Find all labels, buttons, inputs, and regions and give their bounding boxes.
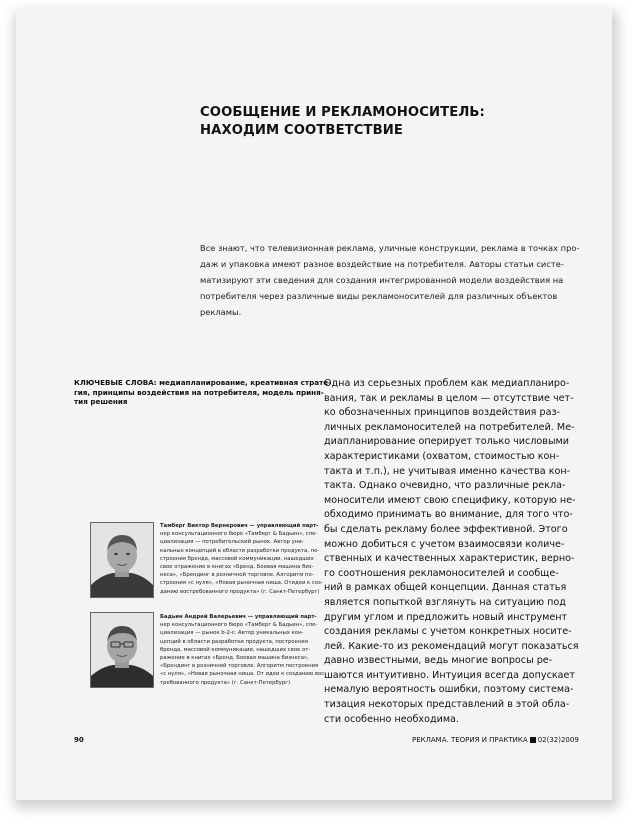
body-line: личных рекламоносителей на потребителей. Ме- — [324, 421, 575, 433]
body-line: лей. Какие-то из рекомендаций могут показаться — [324, 640, 579, 652]
page-number: 90 — [74, 736, 84, 744]
body-line: диапланирование оперирует только числовыми — [324, 436, 570, 448]
body-line: создания рекламы с учетом конкретных носите- — [324, 626, 572, 638]
bio-line: «Брендинг в розничной торговле. Алгоритм построения — [160, 663, 319, 670]
lead-line: даж и упаковка имеют разное воздействие на потребителя. Авторы статьи систе- — [200, 259, 564, 269]
issue-number: 02(32)2009 — [537, 736, 579, 744]
square-separator-icon — [530, 737, 536, 743]
title-line: СООБЩЕНИЕ И РЕКЛАМОНОСИТЕЛЬ: — [200, 105, 485, 120]
bio-line: «с нуля», «Новая рыночная ниша. От идеи к созданию вос- — [160, 671, 327, 678]
lead-line: потребителя через различные виды рекламоносителей для различных объектов — [200, 291, 558, 301]
bio-line: бренда, массовой коммуникации, нашедших свое от- — [160, 646, 311, 653]
bio-line: Бадьин Андрей Валерьевич — управляющий парт- — [160, 614, 317, 620]
running-head — [412, 736, 579, 744]
body-line: ственных и качественных характеристик, верно- — [324, 553, 575, 565]
body-line: сти особенно необходима. — [324, 713, 459, 725]
body-line: обходимо принимать во внимание, для того что- — [324, 509, 573, 521]
body-line: другим углом и предложить новый инструмент — [324, 611, 568, 623]
author-bio-tamberg — [160, 522, 323, 596]
body-line: шаются интуитивно. Интуиция всегда допускает — [324, 669, 576, 681]
bio-line: циализация — рынок b-2-c. Автор уникальных кон- — [160, 630, 304, 637]
title-line: НАХОДИМ СООТВЕТСТВИЕ — [200, 123, 404, 138]
keywords-line: КЛЮЧЕВЫЕ СЛОВА: медиапланирование, креативная страте- — [74, 378, 332, 387]
journal-name: РЕКЛАМА. ТЕОРИЯ И ПРАКТИКА — [412, 736, 528, 744]
body-line: ний в рамках общей концепции. Данная статья — [324, 582, 567, 594]
bio-line: нер консультационного бюро «Тамберг & Бадьин», спе- — [160, 622, 318, 629]
author-portrait-icon — [91, 613, 153, 687]
body-line: является попыткой взглянуть на ситуацию под — [324, 596, 566, 608]
bio-line: ражение в книгах «Бренд. Боевая машина бизнеса», — [160, 655, 309, 662]
body-line: Одна из серьезных проблем как медиаплaниро- — [324, 378, 570, 389]
body-line: го соотношения рекламоносителей и сообще- — [324, 567, 559, 579]
body-line: ко обозначенных принципов воздействия раз- — [324, 407, 561, 419]
bio-line: требованного продукта» (г. Санкт-Петербург) — [160, 679, 291, 686]
body-line: давно известными, ведь многие вопросы ре- — [324, 655, 553, 667]
body-line: немалую вероятность ошибки, поэтому система- — [324, 684, 574, 696]
author-photo-badyin — [90, 612, 154, 688]
bio-line: цепций в области разработки продукта, построения — [160, 638, 308, 645]
lead-line: рекламы. — [200, 307, 242, 317]
body-line: тизация некоторых представлений в этой обла- — [324, 699, 570, 711]
author-portrait-icon — [91, 523, 153, 597]
article-title — [200, 104, 530, 140]
lead-line: Все знают, что телевизионная реклама, уличные конструкции, реклама в точках про- — [200, 243, 580, 253]
bio-line: строения бренда, массовой коммуникации, нашедших — [160, 555, 314, 562]
bio-line: неса», «Брендинг в розничной торговле. Алгоритм по- — [160, 572, 314, 579]
body-line: можно добиться с учетом взаимосвязи количе- — [324, 538, 565, 550]
body-line: бы сделать рекламу более эффективной. Этого — [324, 523, 568, 535]
body-line: такта. Однако очевидно, что различные рекла- — [324, 480, 566, 492]
bio-line: циализация — потребительский рынок. Автор уни- — [160, 539, 304, 546]
body-line: вания, так и рекламы в целом — отсутствие чет- — [324, 392, 574, 404]
body-line: такта и т.п.), не учитывая именно качества кон- — [324, 465, 571, 477]
body-line: моносители имеют свою специфику, которую не- — [324, 494, 576, 506]
bio-line: строения «с нуля», «Новая рыночная ниша. Отидеи к соз- — [160, 580, 323, 587]
bio-line: свое отражение в книгах «Бренд. Боевая машина биз- — [160, 564, 314, 571]
bio-line: Тамберг Виктор Вернерович — управляющий парт- — [160, 523, 319, 529]
body-line: характеристиками (охватом, стоимостью кон- — [324, 450, 560, 462]
article-lead — [200, 240, 580, 320]
lead-line: матизируют эти сведения для создания интегрированной модели воздействия на — [200, 275, 564, 285]
author-bio-badyin — [160, 613, 327, 687]
bio-line: данию востребованного продукта» (г. Санкт-Петербург) — [160, 588, 320, 595]
bio-line: кальных концепций в области разработки продукта, по- — [160, 547, 320, 554]
keywords-block — [74, 378, 332, 407]
keywords-line: тия решения — [74, 397, 128, 407]
author-photo-tamberg — [90, 522, 154, 598]
bio-line: нер консультационного бюро «Тамберг & Бадьин», спе- — [160, 531, 318, 538]
keywords-line: гия, принципы воздействия на потребителя, модель приня- — [74, 387, 324, 397]
article-body — [324, 377, 579, 727]
